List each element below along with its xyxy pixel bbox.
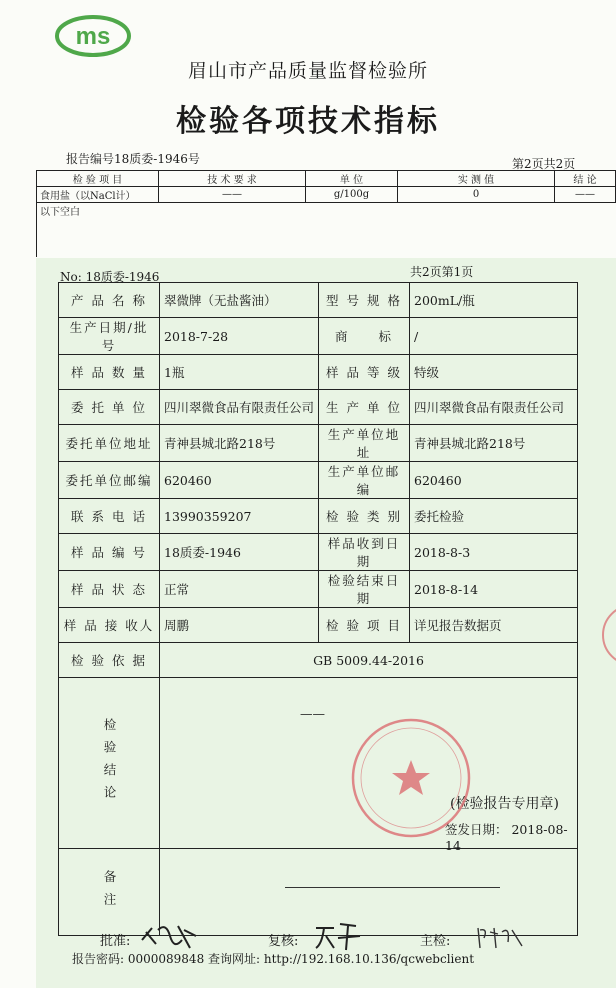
conclusion-value: —— [300, 706, 325, 721]
table-row [37, 187, 616, 203]
field-value: 四川翠微食品有限责任公司 [160, 390, 319, 425]
field-value: / [410, 318, 578, 355]
info-row [59, 283, 578, 318]
field-label: 型 号 规 格 [319, 283, 410, 318]
field-label: 委托单位邮编 [59, 462, 160, 499]
field-value: 特级 [410, 355, 578, 390]
issue-date: 签发日期： 2018-08-14 [445, 822, 568, 853]
info-row [59, 425, 578, 462]
field-label: 样 品 编 号 [59, 534, 160, 571]
field-value: 翠微牌（无盐酱油） [160, 283, 319, 318]
table-header: 单 位 [306, 171, 398, 187]
report-number: 报告编号18质委-1946号 [66, 152, 200, 166]
field-label: 检 验 项 目 [319, 608, 410, 643]
chief-signature-icon [474, 922, 526, 952]
ms-logo-icon [54, 14, 132, 62]
field-label: 商 标 [319, 318, 410, 355]
field-label: 生产单位邮编 [319, 462, 410, 499]
field-value: 2018-8-14 [410, 571, 578, 608]
field-label: 委托单位地址 [59, 425, 160, 462]
field-label: 样 品 状 态 [59, 571, 160, 608]
field-value: 正常 [160, 571, 319, 608]
table-cell: —— [555, 187, 616, 203]
field-value: 四川翠微食品有限责任公司 [410, 390, 578, 425]
info-row [59, 608, 578, 643]
basis-value: GB 5009.44-2016 [160, 643, 578, 678]
field-label: 样 品 等 级 [319, 355, 410, 390]
table-cell: g/100g [306, 187, 398, 203]
page-indicator-1: 共2页第1页 [410, 265, 474, 279]
inspection-seal-stamp [348, 715, 474, 841]
field-label: 样 品 接 收人 [59, 608, 160, 643]
info-row [59, 355, 578, 390]
info-row [59, 318, 578, 355]
field-value: 委托检验 [410, 499, 578, 534]
field-label: 生产单位地址 [319, 425, 410, 462]
field-value: 青神县城北路218号 [410, 425, 578, 462]
document-title: 检验各项技术指标 [176, 104, 440, 139]
table-header-row [37, 171, 616, 187]
table-cell: 食用盐（以NaCl计） [37, 187, 159, 203]
field-label: 检验结束日期 [319, 571, 410, 608]
basis-row [59, 643, 578, 678]
field-label: 产 品 名 称 [59, 283, 160, 318]
basis-label: 检 验 依 据 [59, 643, 160, 678]
remark-underline [285, 887, 500, 888]
info-row [59, 534, 578, 571]
field-value: 18质委-1946 [160, 534, 319, 571]
field-value: 详见报告数据页 [410, 608, 578, 643]
field-value: 200mL/瓶 [410, 283, 578, 318]
table-header: 结 论 [555, 171, 616, 187]
field-label: 样品收到日期 [319, 534, 410, 571]
conclusion-label-cell [59, 678, 160, 849]
approver-signature-icon [138, 918, 198, 954]
page-indicator: 第2页共2页 [512, 157, 576, 171]
remark-label: 备注 [102, 869, 117, 915]
approve-label: 批准: [100, 934, 131, 949]
report-no: No: 18质委-1946 [60, 270, 160, 284]
table-row [37, 203, 616, 258]
info-row [59, 390, 578, 425]
sample-info-table [58, 282, 578, 936]
table-cell: 0 [398, 187, 555, 203]
info-row [59, 462, 578, 499]
field-label: 生产日期/批号 [59, 318, 160, 355]
indicator-table [36, 170, 616, 257]
table-header: 检 验 项 目 [37, 171, 159, 187]
field-value: 青神县城北路218号 [160, 425, 319, 462]
edge-seal-stamp [598, 600, 616, 670]
field-value: 1瓶 [160, 355, 319, 390]
field-label: 样 品 数 量 [59, 355, 160, 390]
field-label: 生 产 单 位 [319, 390, 410, 425]
field-value: 620460 [410, 462, 578, 499]
conclusion-row [59, 678, 578, 849]
review-label: 复核: [268, 934, 299, 949]
conclusion-label: 检验结论 [102, 718, 117, 808]
table-cell: —— [159, 187, 306, 203]
report-password: 报告密码: 0000089848 查询网址: http://192.168.10.136/qcwebclient [72, 952, 475, 966]
info-rows [59, 283, 578, 643]
seal-caption: (检验报告专用章) [450, 796, 559, 812]
info-row [59, 571, 578, 608]
field-value: 2018-7-28 [160, 318, 319, 355]
field-label: 检 验 类 别 [319, 499, 410, 534]
table-header: 技 术 要 求 [159, 171, 306, 187]
field-label: 联 系 电 话 [59, 499, 160, 534]
chief-label: 主检: [420, 934, 451, 949]
field-value: 620460 [160, 462, 319, 499]
field-value: 周鹏 [160, 608, 319, 643]
table-header: 实 测 值 [398, 171, 555, 187]
field-label: 委 托 单 位 [59, 390, 160, 425]
info-row [59, 499, 578, 534]
institute-name: 眉山市产品质量监督检验所 [187, 60, 428, 82]
svg-text:ms: ms [75, 23, 111, 50]
field-value: 13990359207 [160, 499, 319, 534]
reviewer-signature-icon [312, 918, 362, 954]
field-value: 2018-8-3 [410, 534, 578, 571]
blank-note: 以下空白 [37, 203, 616, 258]
